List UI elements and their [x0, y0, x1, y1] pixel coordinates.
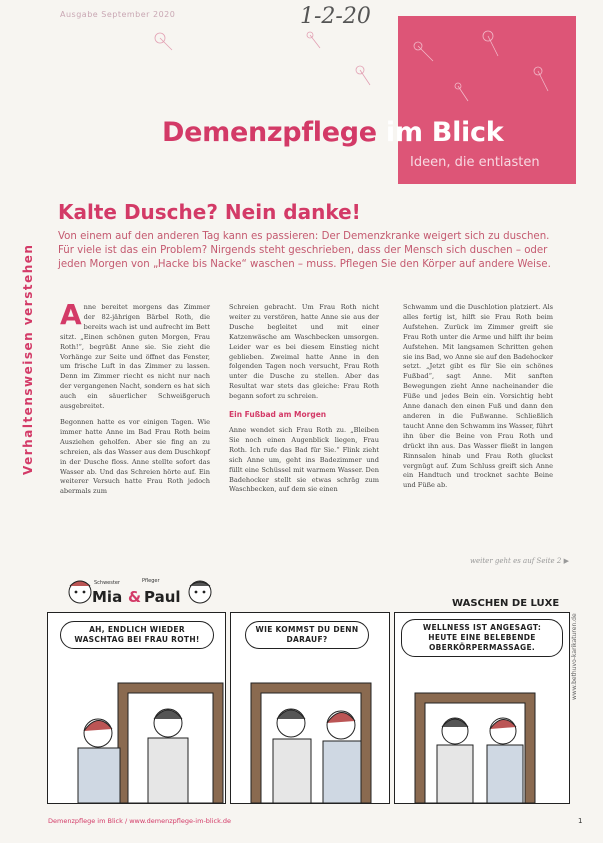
article-column-3: [403, 303, 553, 497]
cartoon-title: WASCHEN DE LUXE: [452, 598, 560, 609]
article-column-2: [229, 303, 379, 501]
section-sidebar: [18, 178, 35, 478]
handwritten-note: 1-2-20: [300, 4, 371, 29]
brand-ampersand: &: [128, 588, 142, 606]
dandelion-seeds-left: [120, 20, 400, 110]
paragraph: Schwamm und die Duschlotion platziert. Als alles fertig ist, hilft sie Frau Roth beim Aufstehen. Zurück im Zimmer greift sie Frau Roth unter die Arme und hilft ihr beim Aufstehen. Mit langsamen Schritten gehen sie ins Bad, wo Anne sie auf den Badehocker setzt. „Jetzt gibt es für Sie ein schönes Fußbad“, sagt Anne. Mit sanften Bewegungen zieht Anne nacheinander die Füße und jedes Bein ein. Vorsichtig hebt Anne danach den einen Fuß und dann den anderen in die Fußwanne. Schließlich taucht Anne den Schwamm ins Wasser, führt ihn über die Beine von Frau Roth und drückt ihn aus. Das Wasser fließt in langen Rinnsalen hinab und Frau Roth gluckst vergnügt auf. Zum Schluss greift sich Anne ein Handtuch und trocknet sachte Beine und Füße ab.: [403, 303, 554, 490]
paragraph-text: nne bereitet morgens das Zimmer der 82-jährigen Bärbel Roth, die bereits wach ist und aufrecht im Bett sitzt. „Einen schönen guten Morgen, Frau Roth!“, begrüßt Anne sie. Sie zieht die Vorhänge zur Seite und öffnet das Fenster, um frische Luft in das Zimmer zu lassen. Denn im Zimmer riecht es nicht nur nach der vergangenen Nacht, sondern es hat sich auch ein säuerlicher Schweißgeruch ausgebreitet.: [60, 303, 210, 411]
article-subheading: Ein Fußbad am Morgen: [229, 410, 327, 420]
brand-name-paul: Paul: [144, 588, 181, 606]
paragraph: Begonnen hatte es vor einigen Tagen. Wie immer hatte Anne im Bad Frau Roth beim Ausziehen geholfen. Aber sie fing an zu schreien, als das Wasser aus dem Duschkopf in der Dusche floss. Anne stellte sofort das Wasser ab. Und das Schreien hörte auf. Ein weiterer Versuch hatte Frau Roth jedoch abermals zum: [60, 417, 210, 496]
article-lead: Von einem auf den anderen Tag kann es passieren: Der Demenzkranke weigert sich zu duschen. Für viele ist das ein Problem? Nirgends steht geschrieben, dass der Mensch sich duschen – oder jeden Morgen von „Hacke bis Nacke“ waschen – muss. Pflegen Sie den Körper auf andere Weise.: [58, 231, 551, 270]
issue-date: Ausgabe September 2020: [60, 10, 176, 19]
speech-bubble: WELLNESS IST ANGESAGT: HEUTE EINE BELEBENDE OBERKÖRPERMASSAGE.: [401, 619, 563, 657]
section-label: Verhaltensweisen verstehen: [21, 243, 35, 475]
drop-cap: A: [60, 298, 82, 331]
brand-small-label-2: Pfleger: [142, 578, 160, 584]
brand-name-mia: Mia: [92, 588, 123, 606]
continue-note: weiter geht es auf Seite 2 ▶: [470, 557, 569, 565]
speech-bubble: AH, ENDLICH WIEDER WASCHTAG BEI FRAU ROTH!: [60, 621, 214, 649]
cartoon-panel-3: [394, 612, 570, 804]
cartoon-scene-2: [231, 613, 389, 803]
paragraph: Schreien gebracht. Um Frau Roth nicht weiter zu verstören, hatte Anne sie aus der Dusche begleitet und mit einer Katzenwäsche am Waschbecken umsorgen. Leider war es bei diesem Einstieg nicht geblieben. Zweimal hatte Anne in den folgenden Tagen noch versucht, Frau Roth unter die Dusche zu stellen. Aber das Resultat war stets das gleiche: Frau Roth begann sofort zu schreien.: [229, 303, 379, 401]
article-column-1: [60, 298, 210, 503]
cartoon-panel-1: [47, 612, 226, 804]
paragraph: [60, 298, 210, 412]
article-headline: Kalte Dusche? Nein danke!: [58, 200, 361, 224]
cartoon-copyright: www.bethuvo-karikaturen.de: [571, 613, 578, 700]
page-title: [162, 117, 503, 148]
brand-small-label-1: Schwester: [94, 580, 120, 586]
title-part-im-blick: im Blick: [385, 117, 504, 148]
page-subtitle: Ideen, die entlasten: [410, 155, 540, 170]
paragraph: Anne wendet sich Frau Roth zu. „Bleiben Sie noch einen Augenblick liegen, Frau Roth. Ich rufe das Bad für Sie.“ Flink zieht sich Anne um, geht ins Badezimmer und füllt eine Schüssel mit warmem Wasser. Den Badehocker stellt sie etwas schräg zum Waschbecken, auf dem sie einen: [229, 425, 379, 494]
cartoon-scene-3: [395, 613, 569, 803]
cartoon-scene-1: [48, 613, 225, 803]
title-part-demenzpflege: Demenzpflege: [162, 117, 377, 148]
footer-text: Demenzpflege im Blick / www.demenzpflege-im-blick.de: [48, 817, 232, 825]
cartoon-panel-2: [230, 612, 390, 804]
speech-bubble: WIE KOMMST DU DENN DARAUF?: [245, 621, 369, 649]
page-number: 1: [578, 817, 583, 825]
